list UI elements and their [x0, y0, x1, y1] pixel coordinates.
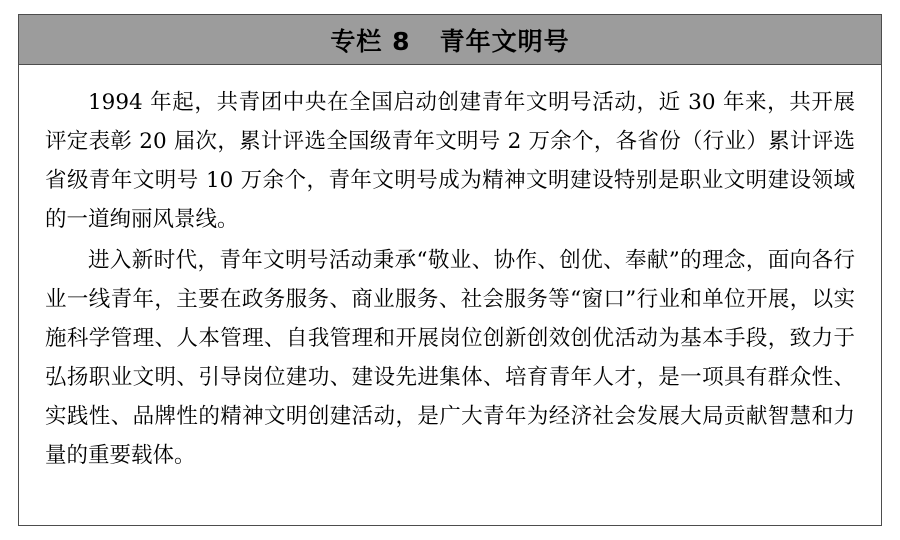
feature-box-header: [19, 15, 881, 65]
feature-box-title: 专栏 8 青年文明号: [330, 26, 570, 56]
feature-box-body: [19, 65, 881, 487]
paragraph: 1994 年起，共青团中央在全国启动创建青年文明号活动，近 30 年来，共开展评定表彰 20 届次，累计评选全国级青年文明号 2 万余个，各省份（行业）累计评选省级青年文明号 10 万余个，青年文明号成为精神文明建设特别是职业文明建设领域的一道绚丽风景线。: [45, 90, 855, 232]
paragraph: 进入新时代，青年文明号活动秉承“敬业、协作、创优、奉献”的理念，面向各行业一线青年，主要在政务服务、商业服务、社会服务等“窗口”行业和单位开展，以实施科学管理、人本管理、自我管理和开展岗位创新创效创优活动为基本手段，致力于弘扬职业文明、引导岗位建功、建设先进集体、培育青年人才，是一项具有群众性、实践性、品牌性的精神文明创建活动，是广大青年为经济社会发展大局贡献智慧和力量的重要载体。: [45, 248, 855, 468]
feature-box: [18, 14, 882, 526]
